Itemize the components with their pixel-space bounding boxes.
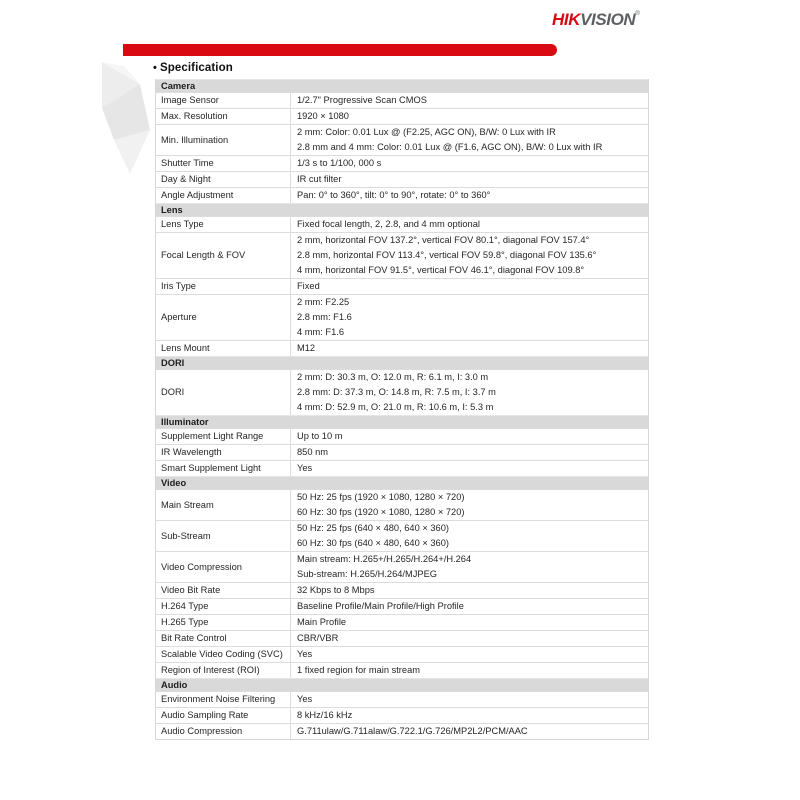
logo-hik-text: HIK [552, 10, 581, 29]
hikvision-logo [552, 10, 682, 30]
value-line: Baseline Profile/Main Profile/High Profile [297, 601, 464, 611]
table-row [156, 489, 648, 520]
row-value [291, 631, 648, 646]
row-label: Focal Length & FOV [156, 233, 291, 278]
value-line: Yes [297, 463, 313, 473]
value-line: 32 Kbps to 8 Mbps [297, 585, 375, 595]
row-label: Video Bit Rate [156, 583, 291, 598]
table-row [156, 630, 648, 646]
row-label: Angle Adjustment [156, 188, 291, 203]
row-label: Video Compression [156, 552, 291, 582]
table-row [156, 707, 648, 723]
table-row [156, 294, 648, 340]
value-line: 2 mm, horizontal FOV 137.2°, vertical FOV 80.1°, diagonal FOV 157.4° [297, 235, 590, 245]
row-value [291, 461, 648, 476]
section-header-audio: Audio [156, 678, 648, 691]
row-label: Bit Rate Control [156, 631, 291, 646]
row-value [291, 233, 648, 278]
value-line: Main Profile [297, 617, 347, 627]
row-value [291, 583, 648, 598]
row-value [291, 445, 648, 460]
table-row [156, 598, 648, 614]
value-line: Fixed [297, 281, 320, 291]
row-value [291, 615, 648, 630]
row-value [291, 125, 648, 155]
logo-vision-text: VISION [580, 10, 636, 29]
value-line: 4 mm, horizontal FOV 91.5°, vertical FOV 46.1°, diagonal FOV 109.8° [297, 265, 585, 275]
value-line: 2.8 mm, horizontal FOV 113.4°, vertical FOV 59.8°, diagonal FOV 135.6° [297, 250, 597, 260]
row-label: H.265 Type [156, 615, 291, 630]
row-label: Shutter Time [156, 156, 291, 171]
row-label: Audio Sampling Rate [156, 708, 291, 723]
value-line: 4 mm: D: 52.9 m, O: 21.0 m, R: 10.6 m, I: 5.3 m [297, 402, 494, 412]
row-value [291, 109, 648, 124]
value-line: 850 nm [297, 447, 329, 457]
table-row [156, 428, 648, 444]
section-header-video: Video [156, 476, 648, 489]
row-label: DORI [156, 370, 291, 415]
value-line: 1/2.7" Progressive Scan CMOS [297, 95, 427, 105]
spec-heading-label: Specification [159, 62, 233, 74]
row-label: Region of Interest (ROI) [156, 663, 291, 678]
table-row [156, 171, 648, 187]
row-label: Aperture [156, 295, 291, 340]
row-label: Scalable Video Coding (SVC) [156, 647, 291, 662]
value-line: 1/3 s to 1/100, 000 s [297, 158, 382, 168]
row-value [291, 724, 648, 739]
value-line: 2.8 mm: F1.6 [297, 312, 352, 322]
row-value [291, 295, 648, 340]
row-value [291, 429, 648, 444]
row-label: Supplement Light Range [156, 429, 291, 444]
table-row [156, 92, 648, 108]
row-label: H.264 Type [156, 599, 291, 614]
table-row [156, 155, 648, 171]
table-row [156, 216, 648, 232]
value-line: 1920 × 1080 [297, 111, 349, 121]
table-row [156, 444, 648, 460]
row-value [291, 521, 648, 551]
row-value [291, 156, 648, 171]
row-label: Iris Type [156, 279, 291, 294]
value-line: 2 mm: F2.25 [297, 297, 350, 307]
row-value [291, 217, 648, 232]
table-row [156, 187, 648, 203]
value-line: 2 mm: D: 30.3 m, O: 12.0 m, R: 6.1 m, I: 3.0 m [297, 372, 489, 382]
heading-bullet-icon: • [153, 62, 157, 74]
value-line: 2 mm: Color: 0.01 Lux @ (F2.25, AGC ON), B/W: 0 Lux with IR [297, 127, 556, 137]
row-label: Sub-Stream [156, 521, 291, 551]
value-line: 60 Hz: 30 fps (640 × 480, 640 × 360) [297, 538, 449, 548]
table-row [156, 723, 648, 739]
value-line: Sub-stream: H.265/H.264/MJPEG [297, 569, 438, 579]
row-value [291, 552, 648, 582]
row-label: Lens Mount [156, 341, 291, 356]
value-line: M12 [297, 343, 316, 353]
row-value [291, 188, 648, 203]
spec-table [155, 79, 649, 740]
value-line: 4 mm: F1.6 [297, 327, 345, 337]
row-label: Lens Type [156, 217, 291, 232]
red-divider-bar [123, 44, 557, 56]
table-row [156, 278, 648, 294]
section-header-lens: Lens [156, 203, 648, 216]
registered-trademark-icon: ® [635, 11, 640, 17]
table-row [156, 460, 648, 476]
value-line: 60 Hz: 30 fps (1920 × 1080, 1280 × 720) [297, 507, 465, 517]
row-value [291, 341, 648, 356]
value-line: G.711ulaw/G.711alaw/G.722.1/G.726/MP2L2/PCM/AAC [297, 726, 528, 736]
row-value [291, 647, 648, 662]
table-row [156, 232, 648, 278]
row-label: Min. Illumination [156, 125, 291, 155]
table-row [156, 108, 648, 124]
table-row [156, 662, 648, 678]
row-label: Main Stream [156, 490, 291, 520]
spec-heading [153, 62, 233, 74]
row-label: Audio Compression [156, 724, 291, 739]
table-row [156, 691, 648, 707]
value-line: 2.8 mm: D: 37.3 m, O: 14.8 m, R: 7.5 m, I: 3.7 m [297, 387, 496, 397]
row-value [291, 692, 648, 707]
table-row [156, 551, 648, 582]
row-value [291, 370, 648, 415]
table-row [156, 369, 648, 415]
value-line: CBR/VBR [297, 633, 339, 643]
value-line: 2.8 mm and 4 mm: Color: 0.01 Lux @ (F1.6, AGC ON), B/W: 0 Lux with IR [297, 142, 603, 152]
row-value [291, 599, 648, 614]
row-value [291, 93, 648, 108]
table-row [156, 520, 648, 551]
row-value [291, 172, 648, 187]
row-label: Day & Night [156, 172, 291, 187]
value-line: 50 Hz: 25 fps (640 × 480, 640 × 360) [297, 523, 449, 533]
value-line: Main stream: H.265+/H.265/H.264+/H.264 [297, 554, 472, 564]
row-label: Environment Noise Filtering [156, 692, 291, 707]
section-header-illuminator: Illuminator [156, 415, 648, 428]
table-row [156, 340, 648, 356]
section-header-camera: Camera [156, 79, 648, 92]
value-line: 1 fixed region for main stream [297, 665, 420, 675]
value-line: 8 kHz/16 kHz [297, 710, 353, 720]
value-line: Up to 10 m [297, 431, 343, 441]
row-value [291, 490, 648, 520]
table-row [156, 646, 648, 662]
row-label: IR Wavelength [156, 445, 291, 460]
table-row [156, 582, 648, 598]
value-line: Pan: 0° to 360°, tilt: 0° to 90°, rotate: 0° to 360° [297, 190, 491, 200]
row-value [291, 708, 648, 723]
row-label: Smart Supplement Light [156, 461, 291, 476]
value-line: Yes [297, 649, 313, 659]
row-label: Max. Resolution [156, 109, 291, 124]
value-line: Yes [297, 694, 313, 704]
value-line: IR cut filter [297, 174, 342, 184]
value-line: Fixed focal length, 2, 2.8, and 4 mm optional [297, 219, 480, 229]
row-value [291, 663, 648, 678]
row-value [291, 279, 648, 294]
row-label: Image Sensor [156, 93, 291, 108]
table-row [156, 124, 648, 155]
value-line: 50 Hz: 25 fps (1920 × 1080, 1280 × 720) [297, 492, 465, 502]
section-header-dori: DORI [156, 356, 648, 369]
table-row [156, 614, 648, 630]
